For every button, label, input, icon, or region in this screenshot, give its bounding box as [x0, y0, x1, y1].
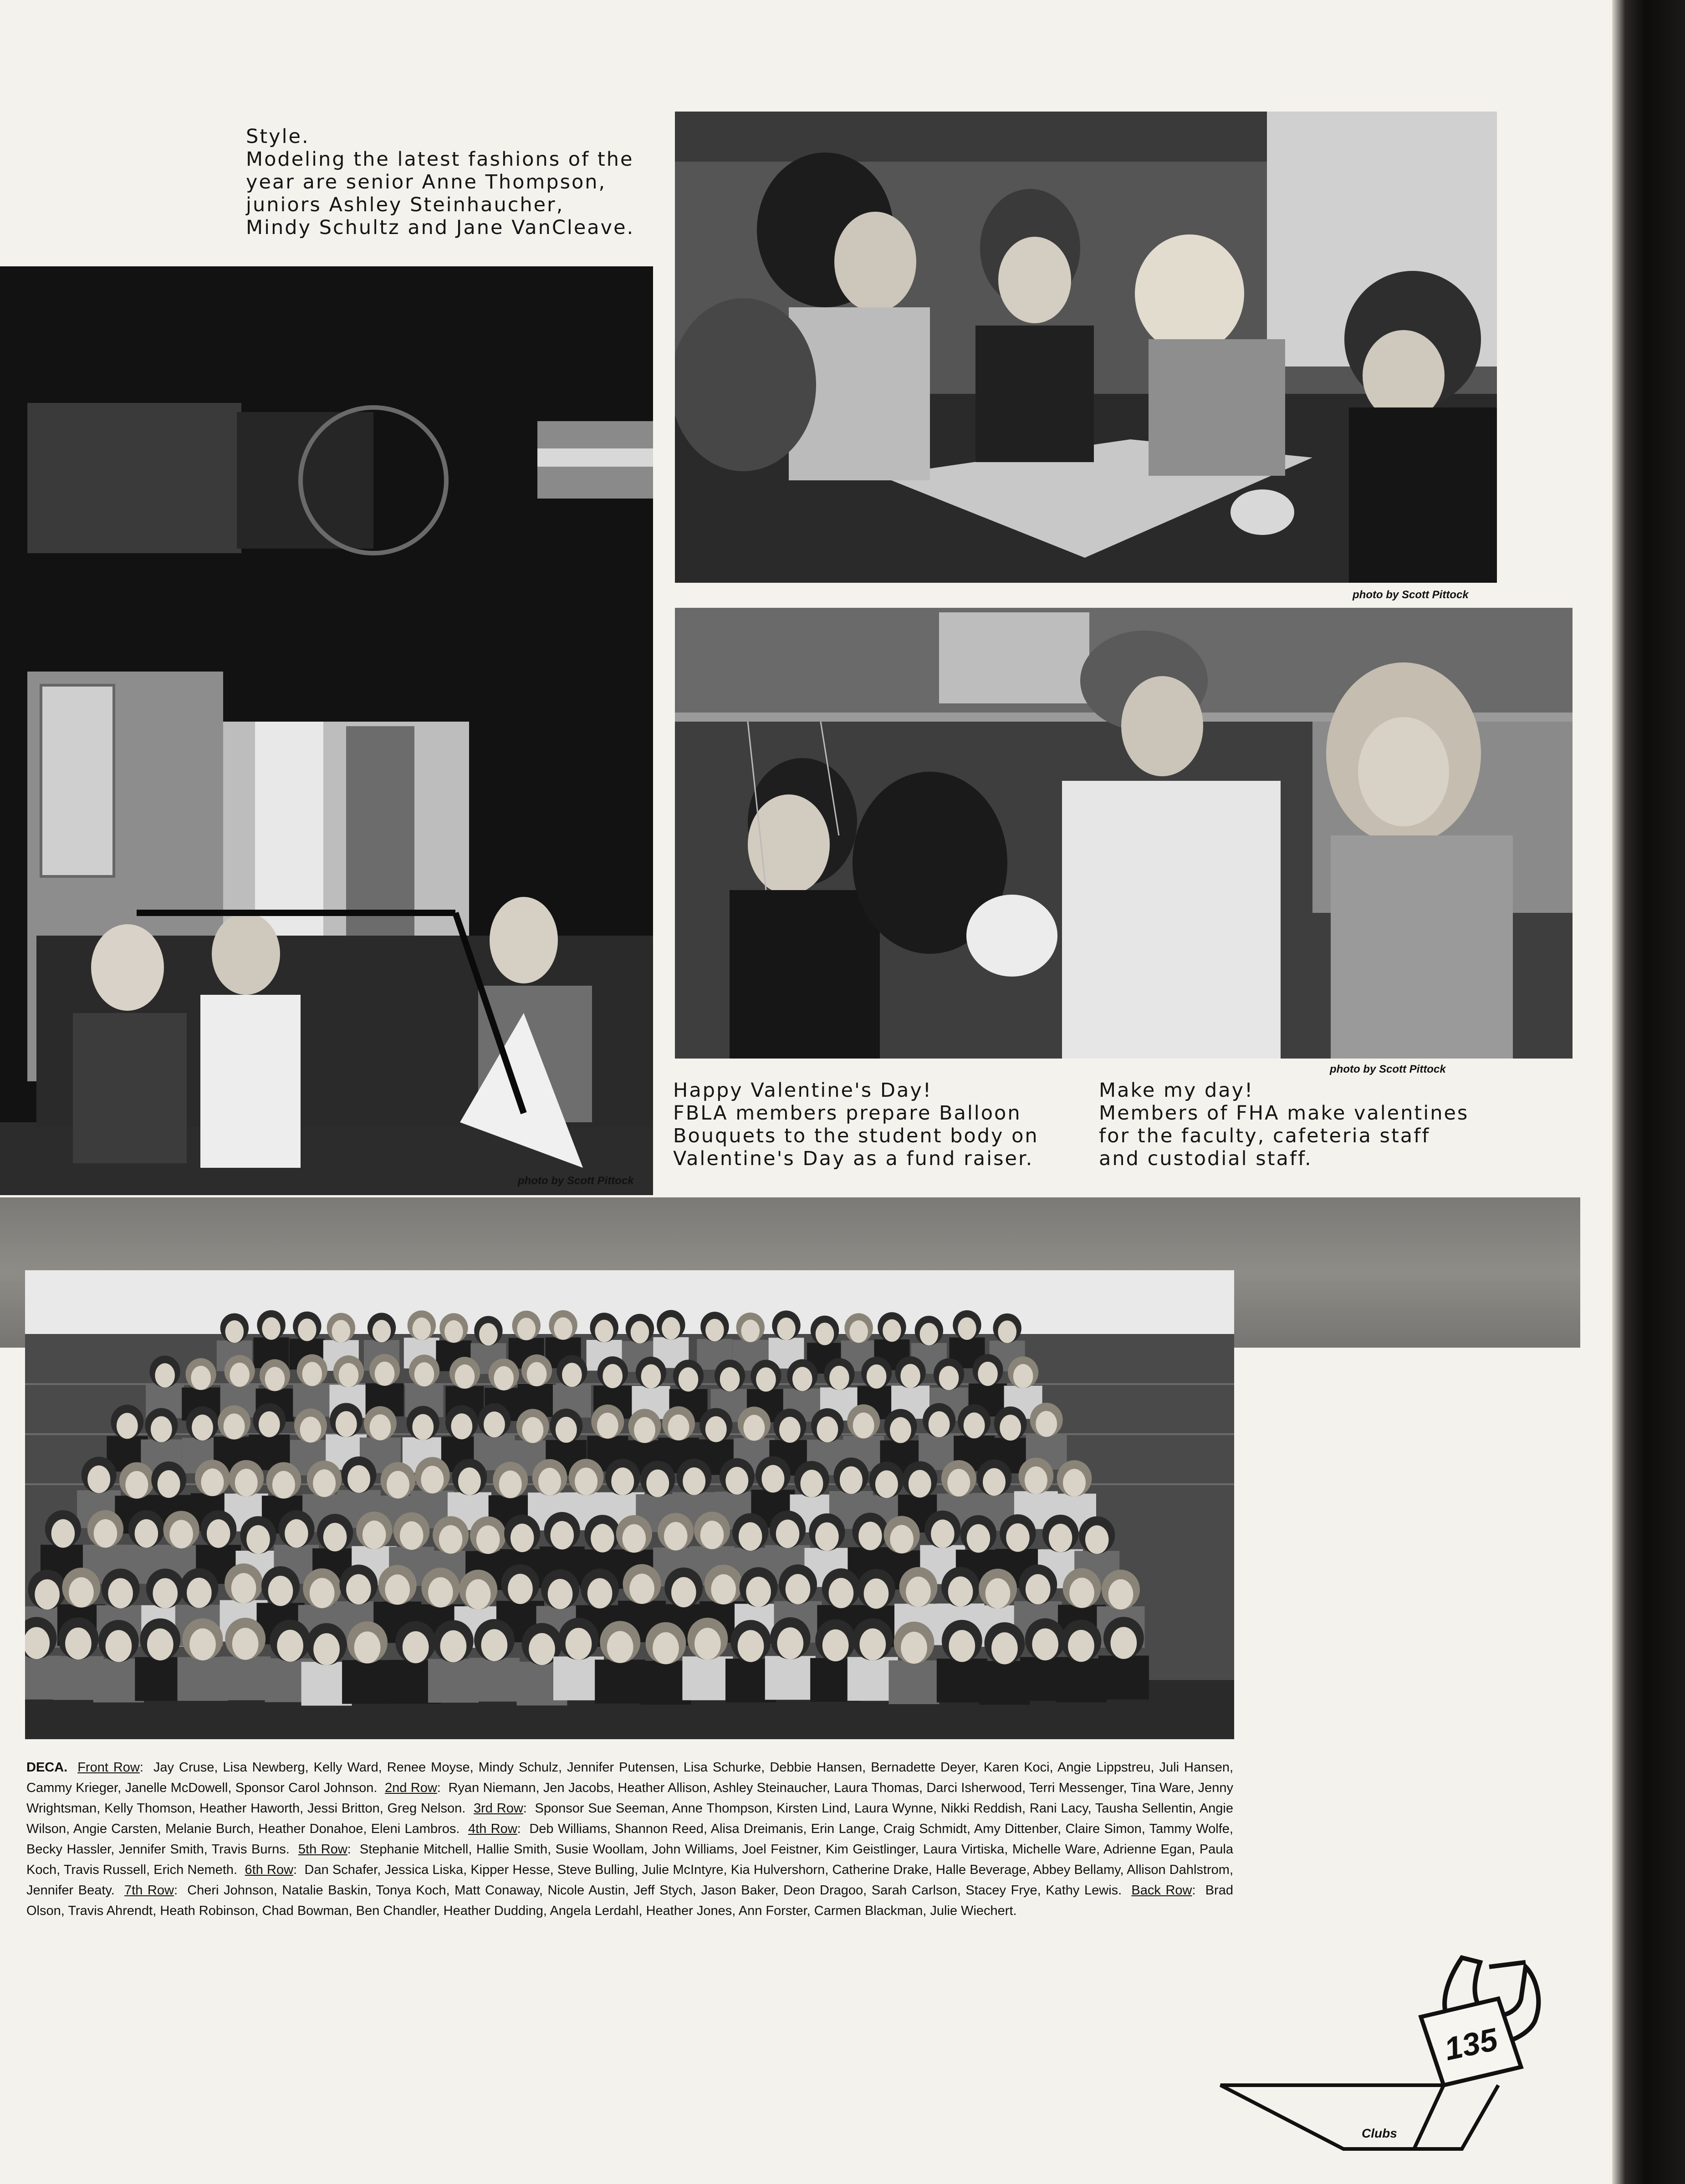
- roster-row: 4th Row: Deb Williams, Shannon Reed, Alisa Dreimanis, Erin Lange, Craig Schmidt, Amy Dittenber, Claire Simon, Tammy Wolfe, Becky Hassler, Jennifer Smith, Travis Burns.: [26, 1822, 1233, 1857]
- caption-make-my-day: [1099, 1079, 1509, 1170]
- roster-row-label: 6th Row: [245, 1863, 294, 1877]
- roster-row-label: 3rd Row: [474, 1801, 523, 1816]
- roster-row: 7th Row: Cheri Johnson, Natalie Baskin, Tonya Koch, Matt Conaway, Nicole Austin, Jeff Stych, Jason Baker, Deon Dragoo, Sarah Carlson, Stacey Frye, Kathy Lewis.: [124, 1883, 1122, 1898]
- roster-row-label: Back Row: [1131, 1883, 1192, 1898]
- roster-row-label: 4th Row: [468, 1822, 517, 1836]
- caption-valentine-line: FBLA members prepare Balloon: [673, 1102, 1021, 1125]
- page-number: 135: [1441, 2021, 1501, 2067]
- caption-valentine-line: Valentine's Day as a fund raiser.: [673, 1147, 1034, 1170]
- caption-make-my-day-title: Make my day!: [1099, 1079, 1254, 1102]
- roster-row-names: Ryan Niemann, Jen Jacobs, Heather Allison, Ashley Steinaucher, Laura Thomas, Darci Isherwood, Terri Messenger, Tina Ware, Jenny Wrightsman, Kelly Thomson, Heather Haworth, Jessi Britton, Greg Nelson.: [26, 1781, 1234, 1816]
- caption-style-title: Style.: [246, 125, 310, 148]
- roster-row: 3rd Row: Sponsor Sue Seeman, Anne Thompson, Kirsten Lind, Laura Wynne, Nikki Reddish, Rani Lacy, Tausha Sellentin, Angie Wilson, Angie Carsten, Melanie Burch, Heather Donahoe, Eleni Lambros.: [26, 1801, 1233, 1836]
- roster-row: Back Row: Brad Olson, Travis Ahrendt, Heath Robinson, Chad Bowman, Ben Chandler, Heather Dudding, Angela Lerdahl, Heather Jones, Ann Forster, Carmen Blackman, Julie Wiechert.: [26, 1883, 1233, 1918]
- roster-row-names: Deb Williams, Shannon Reed, Alisa Dreimanis, Erin Lange, Craig Schmidt, Amy Dittenber, Claire Simon, Tammy Wolfe, Becky Hassler, Jennifer Smith, Travis Burns.: [26, 1822, 1233, 1857]
- roster-row-label: 2nd Row: [385, 1781, 437, 1795]
- roster-row-names: Cheri Johnson, Natalie Baskin, Tonya Koch, Matt Conaway, Nicole Austin, Jeff Stych, Jason Baker, Deon Dragoo, Sarah Carlson, Stacey Frye, Kathy Lewis.: [187, 1883, 1122, 1898]
- roster-club-name: DECA.: [26, 1760, 68, 1775]
- caption-make-my-day-line: for the faculty, cafeteria staff: [1099, 1125, 1430, 1147]
- caption-make-my-day-line: and custodial staff.: [1099, 1147, 1312, 1170]
- roster-row-label: 5th Row: [298, 1842, 347, 1857]
- roster-row-names: Sponsor Sue Seeman, Anne Thompson, Kirsten Lind, Laura Wynne, Nikki Reddish, Rani Lacy, Tausha Sellentin, Angie Wilson, Angie Carsten, Melanie Burch, Heather Donahoe, Eleni Lambros.: [26, 1801, 1233, 1836]
- roster-row: 2nd Row: Ryan Niemann, Jen Jacobs, Heather Allison, Ashley Steinaucher, Laura Thomas, Darci Isherwood, Terri Messenger, Tina Ware, Jenny Wrightsman, Kelly Thomson, Heather Haworth, Jessi Britton, Greg Nelson.: [26, 1781, 1234, 1816]
- caption-style-line: Mindy Schultz and Jane VanCleave.: [246, 216, 635, 239]
- section-label: Clubs: [1362, 2126, 1397, 2140]
- book-binding: [1612, 0, 1685, 2184]
- photo-fbla-balloons: [675, 608, 1573, 1059]
- folio-tag: [1207, 1949, 1553, 2158]
- roster-row-names: Dan Schafer, Jessica Liska, Kipper Hesse, Steve Bulling, Julie McIntyre, Kia Hulvershorn, Catherine Drake, Halle Beverage, Abbey Bellamy, Allison Dahlstrom, Jennifer Beaty.: [26, 1863, 1234, 1898]
- caption-valentine-line: Bouquets to the student body on: [673, 1125, 1039, 1147]
- caption-style-line: Modeling the latest fashions of the: [246, 148, 634, 171]
- caption-style: [246, 125, 656, 239]
- photo-credit-middle-right: photo by Scott Pittock: [1330, 1063, 1446, 1075]
- caption-style-line: year are senior Anne Thompson,: [246, 171, 607, 193]
- roster-row-label: Front Row: [77, 1760, 140, 1775]
- caption-style-line: juniors Ashley Steinhaucher,: [246, 193, 564, 216]
- roster-row: Front Row: Jay Cruse, Lisa Newberg, Kelly Ward, Renee Moyse, Mindy Schulz, Jennifer Putensen, Lisa Schurke, Debbie Hansen, Bernadette Deyer, Karen Koci, Angie Lippstreu, Juli Hansen, Cammy Krieger, Janelle McDowell, Sponsor Carol Johnson.: [26, 1760, 1234, 1795]
- roster-row-names: Brad Olson, Travis Ahrendt, Heath Robinson, Chad Bowman, Ben Chandler, Heather Dudding, Angela Lerdahl, Heather Jones, Ann Forster, Carmen Blackman, Julie Wiechert.: [26, 1883, 1233, 1918]
- caption-make-my-day-line: Members of FHA make valentines: [1099, 1102, 1469, 1125]
- roster-row: 5th Row: Stephanie Mitchell, Hallie Smith, Susie Woollam, John Williams, Joel Feistner, Kim Geistlinger, Laura Virtiska, Michelle Ware, Adrienne Egan, Paula Koch, Travis Russell, Erich Nemeth.: [26, 1842, 1234, 1877]
- photo-credit-top-right: photo by Scott Pittock: [1353, 589, 1469, 601]
- roster-row-label: 7th Row: [124, 1883, 174, 1898]
- caption-valentine: [673, 1079, 1083, 1170]
- photo-deca-group: [25, 1270, 1234, 1739]
- roster-row-names: Jay Cruse, Lisa Newberg, Kelly Ward, Renee Moyse, Mindy Schulz, Jennifer Putensen, Lisa Schurke, Debbie Hansen, Bernadette Deyer, Karen Koci, Angie Lippstreu, Juli Hansen, Cammy Krieger, Janelle McDowell, Sponsor Carol Johnson.: [26, 1760, 1234, 1795]
- deca-roster: [26, 1757, 1233, 1921]
- photo-fashion-show: [0, 266, 653, 1195]
- caption-valentine-title: Happy Valentine's Day!: [673, 1079, 933, 1102]
- photo-credit-fashion: photo by Scott Pittock: [518, 1175, 634, 1187]
- roster-row: 6th Row: Dan Schafer, Jessica Liska, Kipper Hesse, Steve Bulling, Julie McIntyre, Kia Hulvershorn, Catherine Drake, Halle Beverage, Abbey Bellamy, Allison Dahlstrom, Jennifer Beaty.: [26, 1863, 1234, 1898]
- photo-fha-valentines: [675, 112, 1497, 583]
- roster-row-names: Stephanie Mitchell, Hallie Smith, Susie Woollam, John Williams, Joel Feistner, Kim Geistlinger, Laura Virtiska, Michelle Ware, Adrienne Egan, Paula Koch, Travis Russell, Erich Nemeth.: [26, 1842, 1234, 1877]
